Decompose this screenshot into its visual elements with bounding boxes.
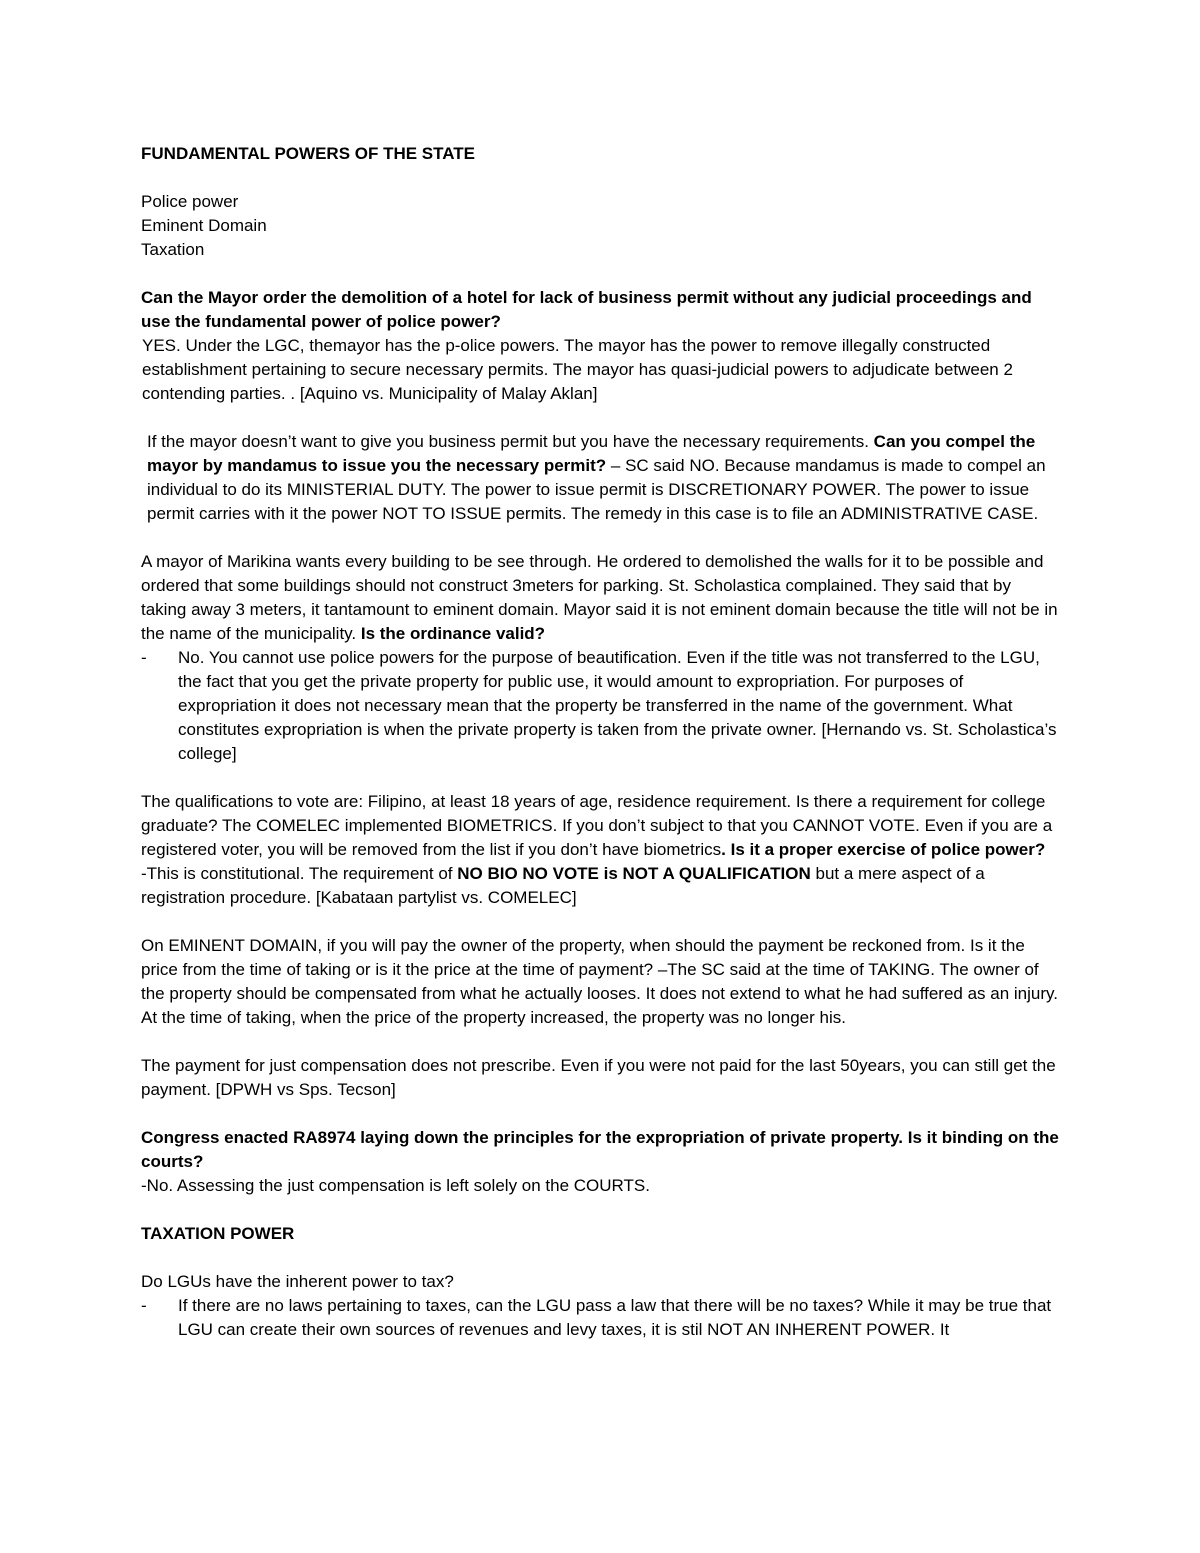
answer-ra8974: -No. Assessing the just compensation is left solely on the COURTS.: [141, 1176, 650, 1195]
power-item: Taxation: [141, 240, 205, 259]
paragraph-marikina: [141, 550, 1060, 646]
question-ordinance: Is the ordinance valid?: [360, 624, 546, 643]
document-title: FUNDAMENTAL POWERS OF THE STATE: [141, 144, 476, 163]
power-item: Police power: [141, 192, 239, 211]
dash-bullet: -: [141, 1296, 147, 1315]
marikina-facts: A mayor of Marikina wants every building to be see through. He ordered to demolished the walls for it to be possible and ordered that some buildings should not construct 3meters for parking. St. Scholastica complained. They said that by taking away 3 meters, it tantamount to eminent domain. Mayor said it is not eminent domain because the title will not be in the name of the municipality.: [141, 552, 1058, 643]
answer-biometrics-post: but a mere aspect of a registration procedure. [Kabataan partylist vs. COMELEC]: [141, 864, 985, 907]
answer-ordinance: No. You cannot use police powers for the purpose of beautification. Even if the title was not transferred to the LGU, the fact that you get the private property for public use, it would amount to expropriation. For purposes of expropriation it does not necessary mean that the property be transferred in the name of the government. What constitutes expropriation is when the private property is taken from the private owner. [Hernando vs. St. Scholastica’s college]: [178, 648, 1057, 763]
question-mandamus: Can you compel the mayor by mandamus to issue you the necessary permit?: [147, 432, 1036, 475]
list-item: [141, 1294, 1060, 1342]
question-taxation: Do LGUs have the inherent power to tax?: [141, 1272, 454, 1291]
answer-biometrics: [141, 862, 1060, 910]
answer-taxation: If there are no laws pertaining to taxes, can the LGU pass a law that there will be no taxes? While it may be true that LGU can create their own sources of revenues and levy taxes, it is stil NOT AN INHERENT POWER. It: [178, 1296, 1052, 1339]
heading-taxation: TAXATION POWER: [141, 1224, 295, 1243]
question-ra8974: Congress enacted RA8974 laying down the principles for the expropriation of private property. Is it binding on the courts?: [141, 1128, 1059, 1171]
answer-mandamus: – SC said NO. Because mandamus is made to compel an individual to do its MINISTERIAL DUTY. The power to issue permit is DISCRETIONARY POWER. The power to issue permit carries with it the power NOT TO ISSUE permits. The remedy in this case is to file an ADMINISTRATIVE CASE.: [147, 456, 1046, 523]
paragraph-just-compensation: The payment for just compensation does not prescribe. Even if you were not paid for the last 50years, you can still get the payment. [DPWH vs Sps. Tecson]: [141, 1056, 1056, 1099]
list-item: [141, 646, 1060, 766]
answer-demolition: YES. Under the LGC, themayor has the p-olice powers. The mayor has the power to remove illegally constructed establishment pertaining to secure necessary permits. The mayor has quasi-judicial powers to adjudicate between 2 contending parties. . [Aquino vs. Municipality of Malay Aklan]: [142, 336, 1013, 403]
paragraph-mandamus: [141, 430, 1060, 526]
dash-bullet: -: [141, 648, 147, 667]
biometrics-facts: The qualifications to vote are: Filipino, at least 18 years of age, residence requirement. Is there a requirement for college graduate? The COMELEC implemented BIOMETRICS. If you don’t subject to that you CANNOT VOTE. Even if you are a registered voter, you will be removed from the list if you don’t have biometrics: [141, 792, 1053, 859]
answer-biometrics-bold: NO BIO NO VOTE is NOT A QUALIFICATION: [457, 864, 811, 883]
mandamus-intro: If the mayor doesn’t want to give you business permit but you have the necessary requirements.: [147, 432, 874, 451]
answer-biometrics-pre: -This is constitutional. The requirement of: [141, 864, 458, 883]
paragraph-biometrics: [141, 790, 1060, 862]
question-biometrics: . Is it a proper exercise of police power?: [721, 840, 1046, 859]
paragraph-eminent-domain: On EMINENT DOMAIN, if you will pay the owner of the property, when should the payment be reckoned from. Is it the price from the time of taking or is it the price at the time of payment? –The SC said at the time of TAKING. The owner of the property should be compensated from what he actually looses. It does not extend to what he had suffered as an injury. At the time of taking, when the price of the property increased, the property was no longer his.: [141, 936, 1058, 1027]
question-demolition: Can the Mayor order the demolition of a hotel for lack of business permit without any judicial proceedings and use the fundamental power of police power?: [141, 288, 1032, 331]
power-item: Eminent Domain: [141, 216, 267, 235]
